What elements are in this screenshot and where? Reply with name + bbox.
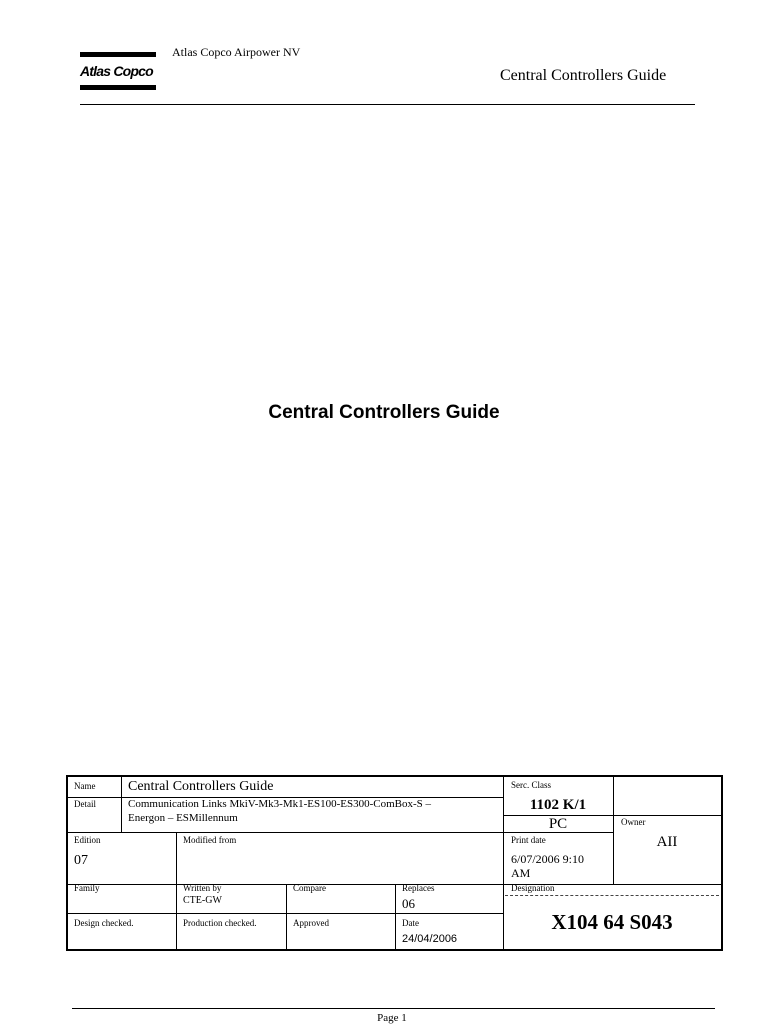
col-divider-label — [121, 777, 122, 832]
print-date-line-1: 6/07/2006 9:10 — [511, 852, 585, 866]
designation-dashed-divider — [505, 895, 719, 896]
header-divider — [80, 104, 695, 105]
row-divider-owner — [613, 815, 721, 816]
name-label: Name — [74, 781, 96, 791]
logo-text: Atlas Copco — [80, 63, 153, 79]
replaces-value: 06 — [402, 896, 415, 911]
page-title: Central Controllers Guide — [268, 402, 500, 423]
owner-label: Owner — [621, 817, 646, 827]
date-value: 24/04/2006 — [402, 933, 458, 945]
production-checked-label: Production checked. — [183, 918, 257, 928]
company-name: Atlas Copco Airpower NV — [172, 45, 301, 59]
page-number: Page 1 — [377, 1012, 407, 1024]
col-divider-2 — [176, 832, 177, 949]
col-divider-3 — [286, 884, 287, 949]
atlas-copco-logo — [80, 52, 156, 92]
detail-line-1: Communication Links MkiV-Mk3-Mk1-ES100-ES300-ComBox-S – — [128, 798, 432, 810]
written-by-label: Written by — [183, 883, 222, 893]
replaces-label: Replaces — [402, 883, 435, 893]
print-date-line-2: AM — [511, 866, 531, 880]
written-by-value: CTE-GW — [183, 895, 222, 906]
serc-class-value: 1102 K/1 — [529, 797, 587, 813]
header-title: Central Controllers Guide — [500, 67, 667, 84]
col-divider-owner — [613, 777, 614, 884]
footer-divider — [72, 1008, 715, 1009]
edition-value: 07 — [74, 853, 88, 868]
detail-label: Detail — [74, 799, 96, 809]
date-label: Date — [402, 918, 419, 928]
logo-bottom-bar — [80, 85, 156, 90]
approved-label: Approved — [293, 918, 329, 928]
design-checked-label: Design checked. — [74, 918, 134, 928]
designation-label: Designation — [511, 883, 555, 893]
compare-label: Compare — [293, 883, 326, 893]
owner-value: AII — [656, 834, 678, 850]
pc-value: PC — [548, 816, 568, 832]
edition-label: Edition — [74, 835, 101, 845]
name-value: Central Controllers Guide — [128, 779, 274, 794]
print-date-label: Print date — [511, 835, 546, 845]
col-divider-4 — [395, 884, 396, 949]
logo-top-bar — [80, 52, 156, 57]
designation-value: X104 64 S043 — [551, 910, 673, 934]
document-info-table — [66, 775, 723, 951]
detail-line-2: Energon – ESMillennum — [128, 812, 238, 824]
family-label: Family — [74, 883, 100, 893]
serc-class-label: Serc. Class — [511, 780, 551, 790]
modified-from-label: Modified from — [183, 835, 237, 845]
